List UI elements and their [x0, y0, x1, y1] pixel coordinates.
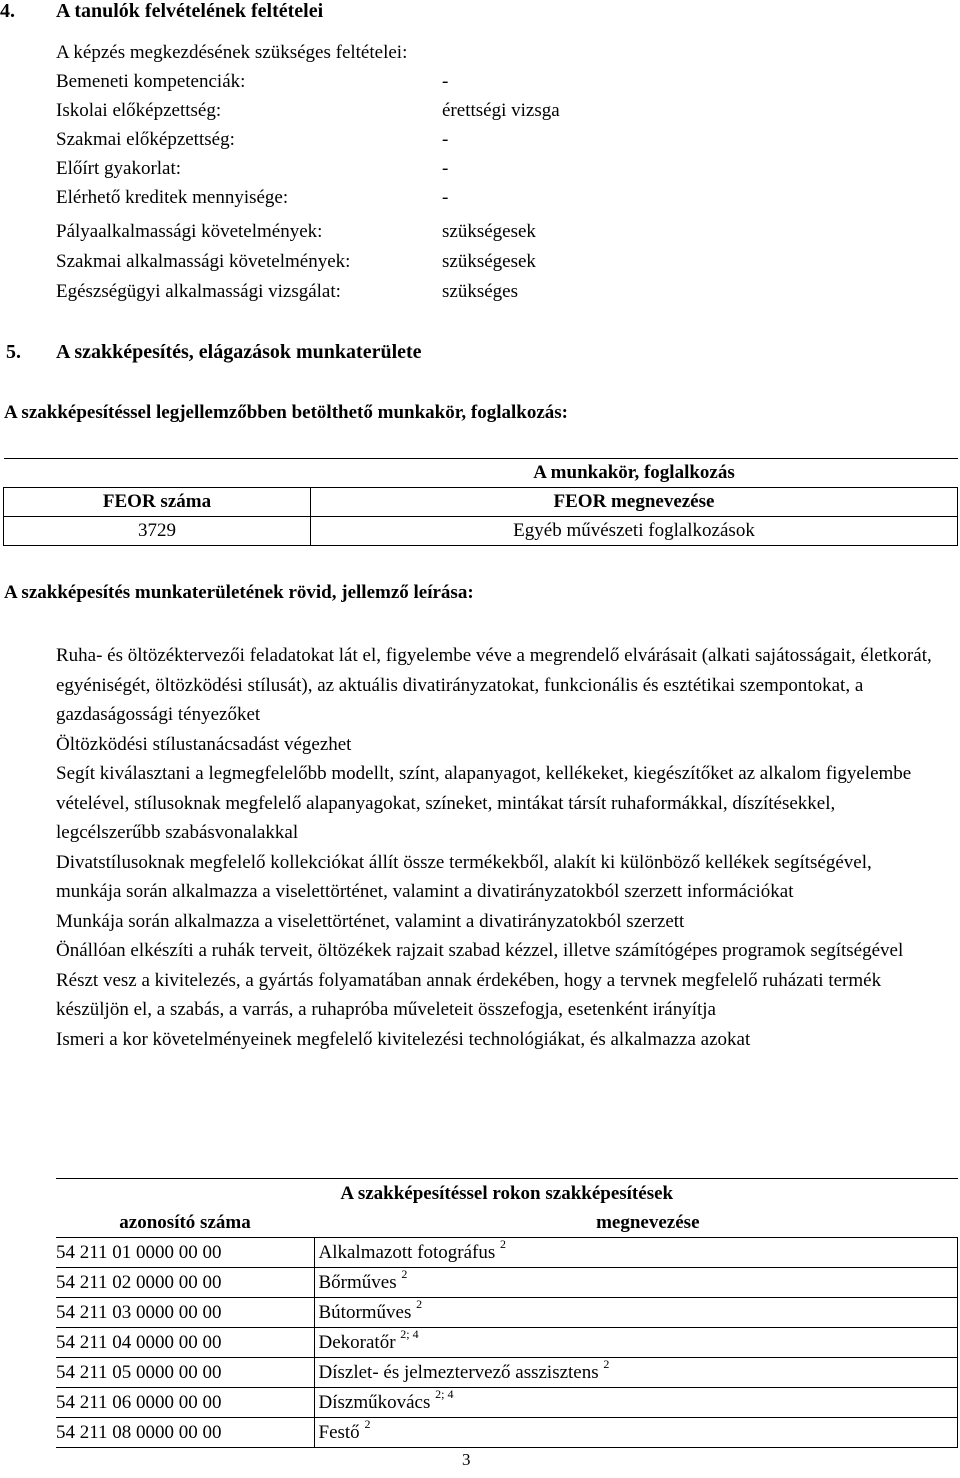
related-code: 54 211 08 0000 00 00 — [56, 1418, 314, 1448]
description-paragraph: Önállóan elkészíti a ruhák terveit, öltözékek rajzait szabad kézzel, illetve számítógépes programok segítségével — [56, 940, 904, 961]
requirement-row — [0, 221, 960, 249]
related-footnote: 2; 4 — [435, 1387, 454, 1401]
requirement-value: szükséges — [442, 281, 518, 302]
table-row — [56, 1358, 958, 1388]
related-name: Alkalmazott fotográfus — [318, 1242, 496, 1263]
requirement-value: érettségi vizsga — [442, 100, 560, 121]
job-code: 3729 — [4, 517, 311, 546]
requirement-row — [0, 187, 960, 215]
section-4-title: A tanulók felvételének feltételei — [56, 0, 324, 22]
requirement-row — [0, 71, 960, 99]
related-footnote: 2; 4 — [400, 1327, 419, 1341]
requirement-label: Előírt gyakorlat: — [56, 158, 182, 179]
requirement-label: Szakmai előképzettség: — [56, 129, 235, 150]
related-code: 54 211 04 0000 00 00 — [56, 1328, 314, 1358]
related-name-cell — [314, 1418, 958, 1448]
description-paragraph: Öltözködési stílustanácsadást végezhet — [56, 733, 352, 755]
related-footnote: 2 — [364, 1417, 371, 1431]
related-table-caption: A szakképesítéssel rokon szakképesítések — [56, 1179, 958, 1209]
related-code: 54 211 02 0000 00 00 — [56, 1268, 314, 1298]
related-name: Festő — [318, 1422, 360, 1443]
requirement-label: Bemeneti kompetenciák: — [56, 71, 246, 92]
table-row — [56, 1238, 958, 1268]
related-code: 54 211 01 0000 00 00 — [56, 1238, 314, 1268]
related-name: Bőrműves — [318, 1272, 397, 1293]
related-table-header-name: megnevezése — [596, 1212, 700, 1233]
related-name-cell — [314, 1358, 958, 1388]
related-name-cell — [314, 1328, 958, 1358]
related-footnote: 2 — [500, 1237, 507, 1251]
related-code: 54 211 05 0000 00 00 — [56, 1358, 314, 1388]
related-name: Díszműkovács — [318, 1392, 431, 1413]
requirement-row — [0, 251, 960, 279]
requirement-label: Iskolai előképzettség: — [56, 100, 222, 121]
section-5-number: 5. — [6, 341, 21, 363]
description-text — [56, 641, 936, 1054]
related-name-cell — [314, 1298, 958, 1328]
requirement-row — [0, 281, 960, 309]
job-table-caption: A munkakör, foglalkozás — [311, 459, 958, 488]
description-paragraph: Segít kiválasztani a legmegfelelőbb modellt, színt, alapanyagot, kellékeket, kiegészítőket az alkalom figyelembe vételével, stílusoknak megfelelő alapanyagokat, színeket, mintákat társít ruhaformákkal, díszítésekkel, legcélszerűbb szabásvonalakkal — [56, 763, 912, 843]
related-table-header-code: azonosító száma — [119, 1212, 251, 1233]
description-paragraph: Részt vesz a kivitelezés, a gyártás folyamatában annak érdekében, hogy a tervnek megfelelő ruházati termék készüljön el, a szabás, a varrás, a ruhapróba műveleteit összefogja, esetenként irányítja — [56, 969, 882, 1020]
job-name: Egyéb művészeti foglalkozások — [311, 517, 958, 546]
requirement-value: - — [442, 129, 449, 150]
description-paragraph: Ruha- és öltözéktervezői feladatokat lát el, figyelembe véve a megrendelő elvárásait (alkati sajátosságait, életkorát, egyéniségét, öltözködési stílusát), az aktuális divatirányzatokat, funkcionális és esztétikai szempontokat, a gazdaságossági tényezőket — [56, 645, 932, 725]
job-table-header-name: FEOR megnevezése — [311, 488, 958, 517]
job-table — [3, 458, 958, 546]
requirements-intro: A képzés megkezdésének szükséges feltételei: — [56, 42, 408, 63]
table-row — [56, 1418, 958, 1448]
requirement-value: - — [442, 158, 449, 179]
requirement-value: - — [442, 187, 449, 208]
section-5-subheading: A szakképesítéssel legjellemzőbben betölthető munkakör, foglalkozás: — [4, 402, 569, 423]
section-5-heading — [6, 341, 422, 364]
requirement-label: Egészségügyi alkalmassági vizsgálat: — [56, 281, 341, 302]
description-paragraph: Munkája során alkalmazza a viselettörténet, valamint a divatirányzatokból szerzett — [56, 910, 685, 932]
section-4-heading — [0, 0, 324, 23]
requirement-row — [0, 100, 960, 128]
related-code: 54 211 03 0000 00 00 — [56, 1298, 314, 1328]
requirement-label: Elérhető kreditek mennyisége: — [56, 187, 289, 208]
related-name-cell — [314, 1388, 958, 1418]
table-row — [4, 517, 958, 546]
related-qualifications-table — [56, 1178, 958, 1448]
related-footnote: 2 — [401, 1267, 408, 1281]
requirement-row — [0, 158, 960, 186]
related-code: 54 211 06 0000 00 00 — [56, 1388, 314, 1418]
table-row — [56, 1328, 958, 1358]
related-name-cell — [314, 1268, 958, 1298]
description-heading: A szakképesítés munkaterületének rövid, jellemző leírása: — [4, 582, 474, 603]
related-name: Díszlet- és jelmeztervező asszisztens — [318, 1362, 599, 1383]
related-name: Bútorműves — [318, 1302, 412, 1323]
description-paragraph: Divatstílusoknak megfelelő kollekciókat állít össze termékekből, alakít ki különböző kellékek segítségével, munkája során alkalmazza a viselettörténet, valamint a divatirányzatokból szerzett információkat — [56, 851, 872, 902]
job-table-header-code: FEOR száma — [4, 488, 311, 517]
requirement-value: - — [442, 71, 449, 92]
related-footnote: 2 — [603, 1357, 610, 1371]
job-table-blank-cell — [4, 459, 311, 488]
requirement-label: Pályaalkalmassági követelmények: — [56, 221, 323, 242]
requirement-value: szükségesek — [442, 251, 536, 272]
requirement-row — [0, 129, 960, 157]
section-5-title: A szakképesítés, elágazások munkaterülete — [56, 341, 422, 363]
related-name-cell — [314, 1238, 958, 1268]
requirement-value: szükségesek — [442, 221, 536, 242]
table-row — [56, 1298, 958, 1328]
description-paragraph: Ismeri a kor követelményeinek megfelelő kivitelezési technológiákat, és alkalmazza azokat — [56, 1028, 751, 1050]
table-row — [56, 1268, 958, 1298]
page-number: 3 — [462, 1450, 471, 1469]
section-4-number: 4. — [0, 0, 15, 22]
requirement-label: Szakmai alkalmassági követelmények: — [56, 251, 351, 272]
related-footnote: 2 — [416, 1297, 423, 1311]
related-name: Dekoratőr — [318, 1332, 396, 1353]
table-row — [56, 1388, 958, 1418]
